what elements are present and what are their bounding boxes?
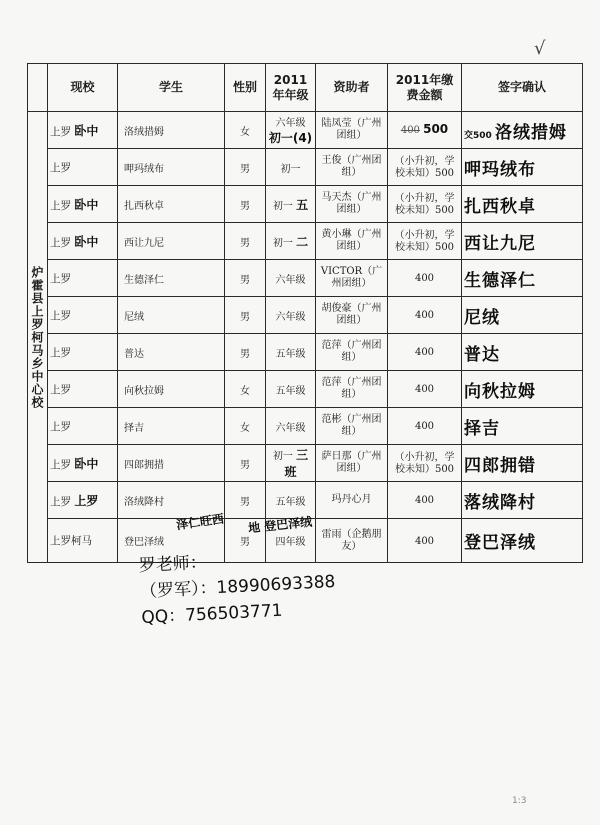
grade-value: 初一 <box>272 451 293 462</box>
table-row <box>28 112 583 149</box>
grade-value: 五年级 <box>275 496 306 508</box>
signature: 四郎拥错 <box>464 455 536 476</box>
sponsorship-table <box>27 63 583 563</box>
header-grade: 2011年年级 <box>266 64 316 112</box>
school-side-label: 炉霍县上罗柯马乡中心校 <box>28 112 48 563</box>
amount-cell <box>388 482 462 519</box>
gender-cell: 男 <box>225 260 266 297</box>
school-cell <box>48 445 118 482</box>
sponsor-cell: 胡俊豪（广州团组） <box>316 297 388 334</box>
signature-cell <box>462 445 583 482</box>
amount-cell <box>388 186 462 223</box>
gender-cell: 男 <box>225 445 266 482</box>
sponsor-cell: 萨日那（广州团组） <box>316 445 388 482</box>
gender-cell: 女 <box>225 112 266 149</box>
signature-cell <box>462 112 583 149</box>
signature-cell <box>462 519 583 563</box>
amount-handwritten-note: 500 <box>423 122 449 136</box>
table-row <box>28 445 583 482</box>
header-student: 学生 <box>118 64 225 112</box>
school-handwritten-note: 上罗 <box>74 493 99 508</box>
signature: 普达 <box>464 344 500 365</box>
handwritten-note: 泽仁旺西 <box>175 511 225 533</box>
school-cell <box>48 149 118 186</box>
school-handwritten-note: 卧中 <box>74 197 99 212</box>
signature-cell <box>462 149 583 186</box>
amount-value: 400 <box>414 384 435 395</box>
school-name: 上罗 <box>50 346 71 359</box>
student-name: 择吉 <box>118 408 225 445</box>
grade-value: 初一 <box>280 163 301 175</box>
school-cell <box>48 223 118 260</box>
margin-note: 1:3 <box>512 796 527 806</box>
amount-value: 400 <box>414 421 435 432</box>
table-row <box>28 297 583 334</box>
amount-value: 400 <box>414 495 435 506</box>
header-sponsor: 资助者 <box>316 64 388 112</box>
gender-cell: 男 <box>225 149 266 186</box>
school-cell <box>48 334 118 371</box>
signature-cell <box>462 408 583 445</box>
contact-phone: （罗军）：18990693388 <box>139 571 336 603</box>
amount-cell <box>388 445 462 482</box>
signature: 洛绒措姆 <box>494 122 567 143</box>
gender-cell: 男 <box>225 297 266 334</box>
student-name: 洛绒措姆 <box>118 112 225 149</box>
header-blank <box>28 64 48 112</box>
school-cell <box>48 519 118 563</box>
grade-cell <box>266 223 316 260</box>
signature: 落绒降村 <box>464 492 536 513</box>
signature: 尼绒 <box>464 307 500 328</box>
sponsor-cell: 雷雨（企鹅朋友） <box>316 519 388 563</box>
grade-handwritten-note: 二 <box>296 234 309 249</box>
gender-cell: 男 <box>225 223 266 260</box>
school-name: 上罗 <box>50 125 71 138</box>
grade-cell <box>266 297 316 334</box>
school-name: 上罗 <box>50 383 71 396</box>
sponsor-cell: 范萍（广州团组） <box>316 334 388 371</box>
table-header-row <box>28 64 583 112</box>
grade-value: 六年级 <box>275 274 306 286</box>
amount-value: 400 <box>414 535 435 547</box>
table-row <box>28 223 583 260</box>
contact-note <box>138 543 337 631</box>
signature: 向秋拉姆 <box>464 381 536 402</box>
signature: 择吉 <box>464 418 500 439</box>
student-name: 登巴泽绒 <box>118 519 225 563</box>
school-handwritten-note: 卧中 <box>74 123 99 138</box>
table-row <box>28 149 583 186</box>
header-signature: 签字确认 <box>462 64 583 112</box>
amount-value: 400 <box>400 125 420 136</box>
grade-value: 五年级 <box>275 385 306 397</box>
grade-cell <box>266 445 316 482</box>
table-row <box>28 408 583 445</box>
signature-cell <box>462 371 583 408</box>
school-name: 上罗 <box>50 272 71 285</box>
grade-cell <box>266 186 316 223</box>
school-cell <box>48 186 118 223</box>
school-cell <box>48 297 118 334</box>
student-name: 洛绒降村 <box>118 482 225 519</box>
grade-value: 五年级 <box>275 348 306 360</box>
school-handwritten-note: 卧中 <box>74 456 99 471</box>
amount-value: （小升初，学校未知）500 <box>394 229 455 253</box>
amount-value: 400 <box>414 273 435 284</box>
student-name: 扎西秋卓 <box>118 186 225 223</box>
amount-cell <box>388 112 462 149</box>
student-name: 呷玛绒布 <box>118 149 225 186</box>
grade-handwritten-note: 初一(4) <box>268 131 313 145</box>
amount-value: 400 <box>414 347 435 358</box>
school-name: 上罗 <box>50 199 71 212</box>
student-name: 普达 <box>118 334 225 371</box>
school-cell <box>48 260 118 297</box>
signature-cell <box>462 297 583 334</box>
school-cell <box>48 371 118 408</box>
gender-cell: 女 <box>225 408 266 445</box>
school-cell <box>48 482 118 519</box>
grade-cell <box>266 408 316 445</box>
check-mark: √ <box>534 38 546 59</box>
signature: 西让九尼 <box>464 233 536 254</box>
signature-note: 交500 <box>464 130 492 141</box>
header-school: 现校 <box>48 64 118 112</box>
gender-cell: 男 <box>225 186 266 223</box>
amount-cell <box>388 149 462 186</box>
signature-cell <box>462 186 583 223</box>
grade-value: 初一 <box>272 200 293 212</box>
amount-value: （小升初，学校未知）500 <box>394 451 455 475</box>
school-cell <box>48 112 118 149</box>
grade-handwritten-note: 三班 <box>284 448 309 479</box>
signature: 扎西秋卓 <box>464 196 536 217</box>
amount-cell <box>388 260 462 297</box>
amount-value: 400 <box>414 310 435 321</box>
signature: 登巴泽绒 <box>464 533 536 553</box>
handwritten-note: 地 登巴泽绒 <box>247 514 313 536</box>
sponsor-cell: 玛丹心月 <box>316 482 388 519</box>
header-amount: 2011年缴费金额 <box>388 64 462 112</box>
grade-value: 六年级 <box>275 311 306 323</box>
signature-cell <box>462 260 583 297</box>
signature-cell <box>462 223 583 260</box>
school-name: 上罗 <box>50 309 71 322</box>
grade-cell <box>266 112 316 149</box>
school-cell <box>48 408 118 445</box>
amount-cell <box>388 519 462 563</box>
school-name: 上罗 <box>50 161 71 174</box>
sponsor-cell: 马天杰（广州团组） <box>316 186 388 223</box>
student-name: 尼绒 <box>118 297 225 334</box>
amount-value: （小升初，学校未知）500 <box>394 155 455 179</box>
grade-cell <box>266 371 316 408</box>
amount-cell <box>388 297 462 334</box>
gender-cell: 女 <box>225 371 266 408</box>
signature-cell <box>462 334 583 371</box>
grade-value: 初一 <box>272 237 293 249</box>
student-name: 四郎拥措 <box>118 445 225 482</box>
grade-value: 六年级 <box>275 118 306 129</box>
contact-teacher: 罗老师： <box>138 552 208 577</box>
gender-cell: 男 <box>225 519 266 563</box>
signature-cell <box>462 482 583 519</box>
grade-handwritten-note: 五 <box>296 197 309 212</box>
table-row <box>28 186 583 223</box>
student-name: 西让九尼 <box>118 223 225 260</box>
gender-cell: 男 <box>225 334 266 371</box>
amount-value: （小升初，学校未知）500 <box>394 192 455 216</box>
grade-cell <box>266 260 316 297</box>
amount-cell <box>388 408 462 445</box>
school-name: 上罗 <box>50 420 71 433</box>
sponsor-cell: 范萍（广州团组） <box>316 371 388 408</box>
amount-cell <box>388 223 462 260</box>
signature: 呷玛绒布 <box>464 159 536 180</box>
grade-value: 四年级 <box>275 537 306 548</box>
gender-cell: 男 <box>225 482 266 519</box>
signature: 生德泽仁 <box>464 270 536 291</box>
sponsor-cell: 王俊（广州团组） <box>316 149 388 186</box>
header-gender: 性别 <box>225 64 266 112</box>
contact-qq: QQ：756503771 <box>140 600 283 629</box>
table-row <box>28 334 583 371</box>
school-name: 上罗 <box>50 495 71 508</box>
grade-value: 六年级 <box>275 422 306 434</box>
amount-cell <box>388 371 462 408</box>
school-name: 上罗 <box>50 458 71 471</box>
sponsor-cell: 黄小琳（广州团组） <box>316 223 388 260</box>
school-name: 上罗柯马 <box>50 535 92 547</box>
table-row <box>28 371 583 408</box>
table-row <box>28 260 583 297</box>
school-handwritten-note: 卧中 <box>74 234 99 249</box>
sponsor-cell: VICTOR（广州团组） <box>316 260 388 297</box>
grade-cell <box>266 334 316 371</box>
school-name: 上罗 <box>50 236 71 249</box>
sponsor-cell: 陆凤莹（广州团组） <box>316 112 388 149</box>
student-name: 向秋拉姆 <box>118 371 225 408</box>
sponsor-cell: 范彬（广州团组） <box>316 408 388 445</box>
grade-cell <box>266 149 316 186</box>
amount-cell <box>388 334 462 371</box>
student-name: 生德泽仁 <box>118 260 225 297</box>
